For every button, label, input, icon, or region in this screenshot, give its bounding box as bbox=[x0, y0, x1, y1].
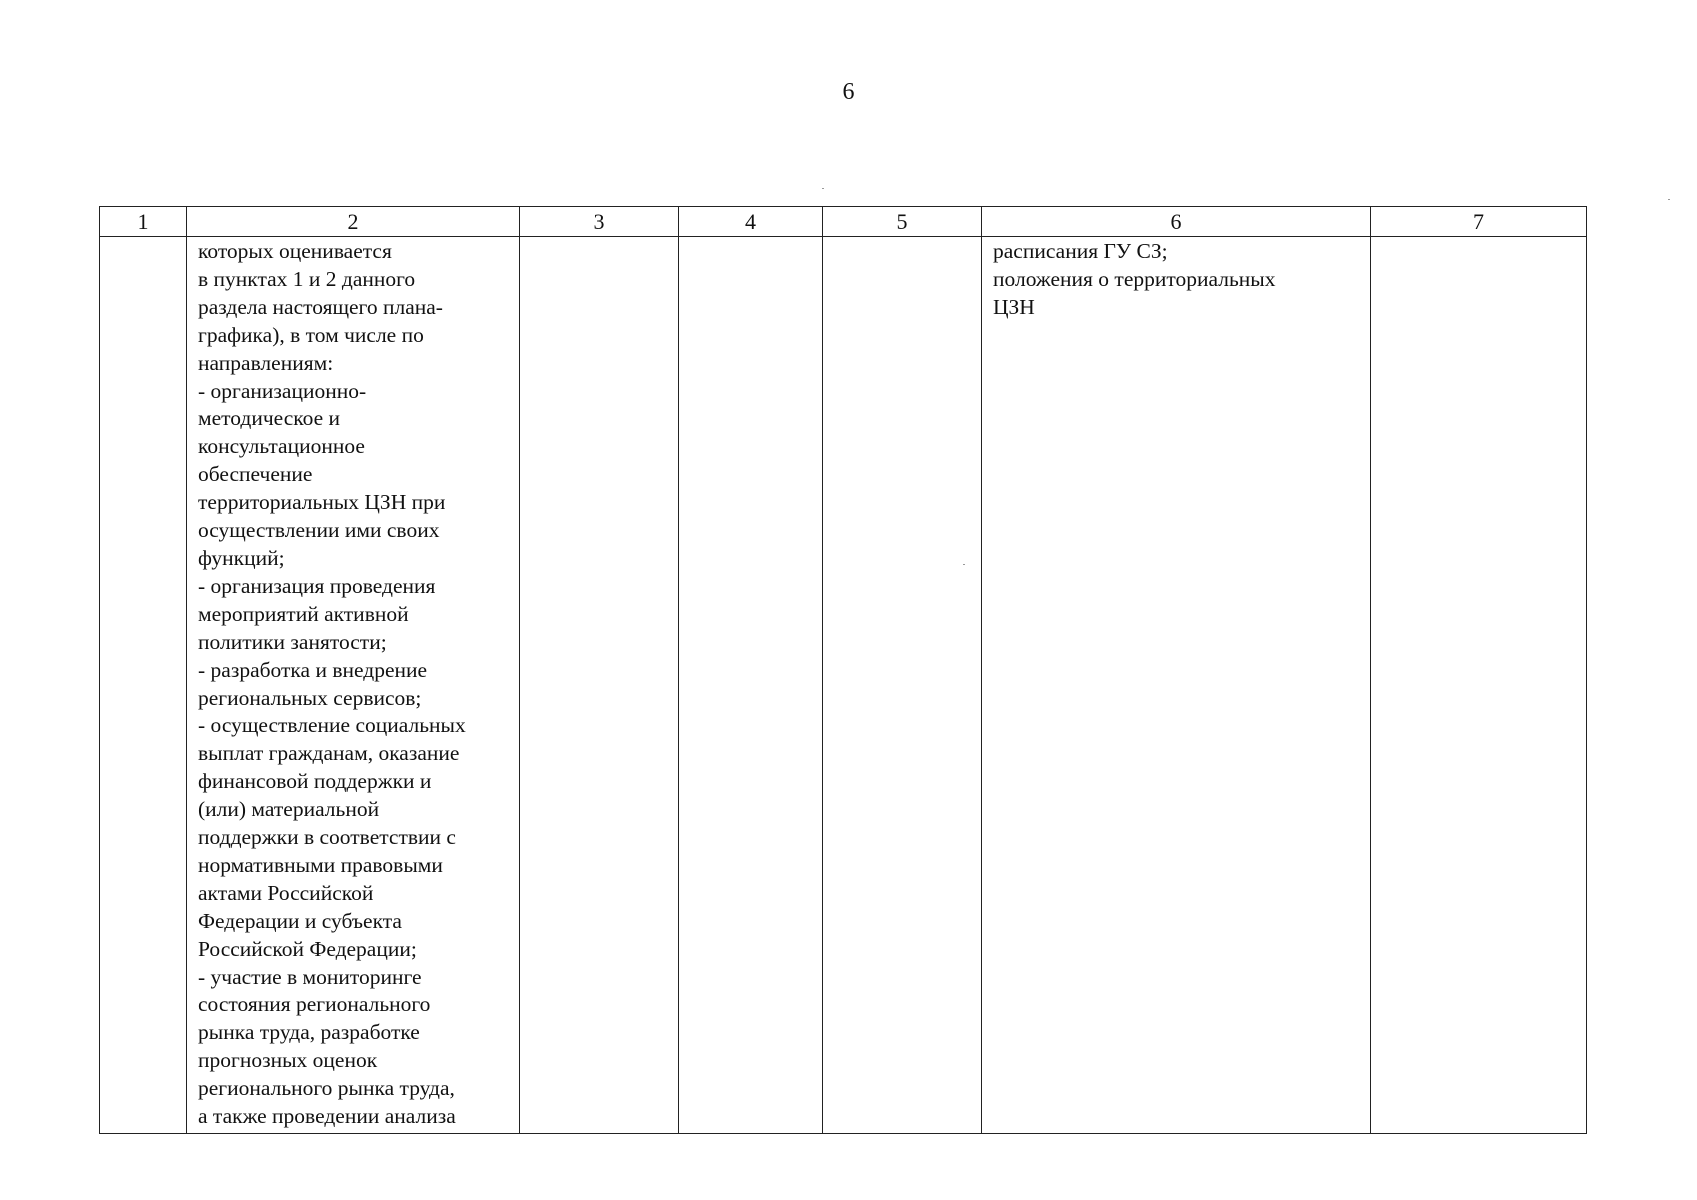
table-row bbox=[100, 237, 1587, 1134]
cell-col-7 bbox=[1371, 237, 1587, 1134]
column-header-7: 7 bbox=[1371, 207, 1587, 237]
plan-schedule-table bbox=[99, 206, 1587, 1134]
cell-col-6-text: расписания ГУ СЗ; положения о территориальных ЦЗН bbox=[993, 239, 1276, 319]
column-header-1: 1 bbox=[100, 207, 187, 237]
cell-col-1 bbox=[100, 237, 187, 1134]
column-header-6: 6 bbox=[982, 207, 1371, 237]
cell-col-5 bbox=[823, 237, 982, 1134]
cell-col-4 bbox=[679, 237, 823, 1134]
table-header-row bbox=[100, 207, 1587, 237]
cell-col-4-text bbox=[679, 237, 822, 238]
scan-speck bbox=[822, 188, 824, 189]
cell-col-3 bbox=[520, 237, 679, 1134]
cell-col-1-text bbox=[100, 237, 186, 238]
page-number: 6 bbox=[842, 79, 855, 105]
column-header-2: 2 bbox=[187, 207, 520, 237]
scan-speck bbox=[963, 564, 965, 565]
cell-col-3-text bbox=[520, 237, 678, 238]
column-header-5: 5 bbox=[823, 207, 982, 237]
column-header-4: 4 bbox=[679, 207, 823, 237]
cell-col-7-text bbox=[1371, 237, 1586, 238]
scan-speck bbox=[1668, 199, 1670, 200]
cell-col-2 bbox=[187, 237, 520, 1134]
cell-col-2-text: которых оценивается в пунктах 1 и 2 данного раздела настоящего плана- графика), в том числе по направлениям: - организационно- методическое и консультационное обеспечение территориальных ЦЗН при осуществлении ими своих функций; - организация проведения мероприятий активной политики занятости; - разработка и внедрение региональных сервисов; - осуществление социальных выплат гражданам, оказание финансовой поддержки и (или) материальной поддержки в соответствии с нормативными правовыми актами Российской Федерации и субъекта Российской Федерации; - участие в мониторинге состояния регионального рынка труда, разработке прогнозных оценок регионального рынка труда, а также проведении анализа bbox=[198, 239, 466, 1129]
cell-col-6 bbox=[982, 237, 1371, 1134]
column-header-3: 3 bbox=[520, 207, 679, 237]
cell-col-5-text bbox=[823, 237, 981, 238]
